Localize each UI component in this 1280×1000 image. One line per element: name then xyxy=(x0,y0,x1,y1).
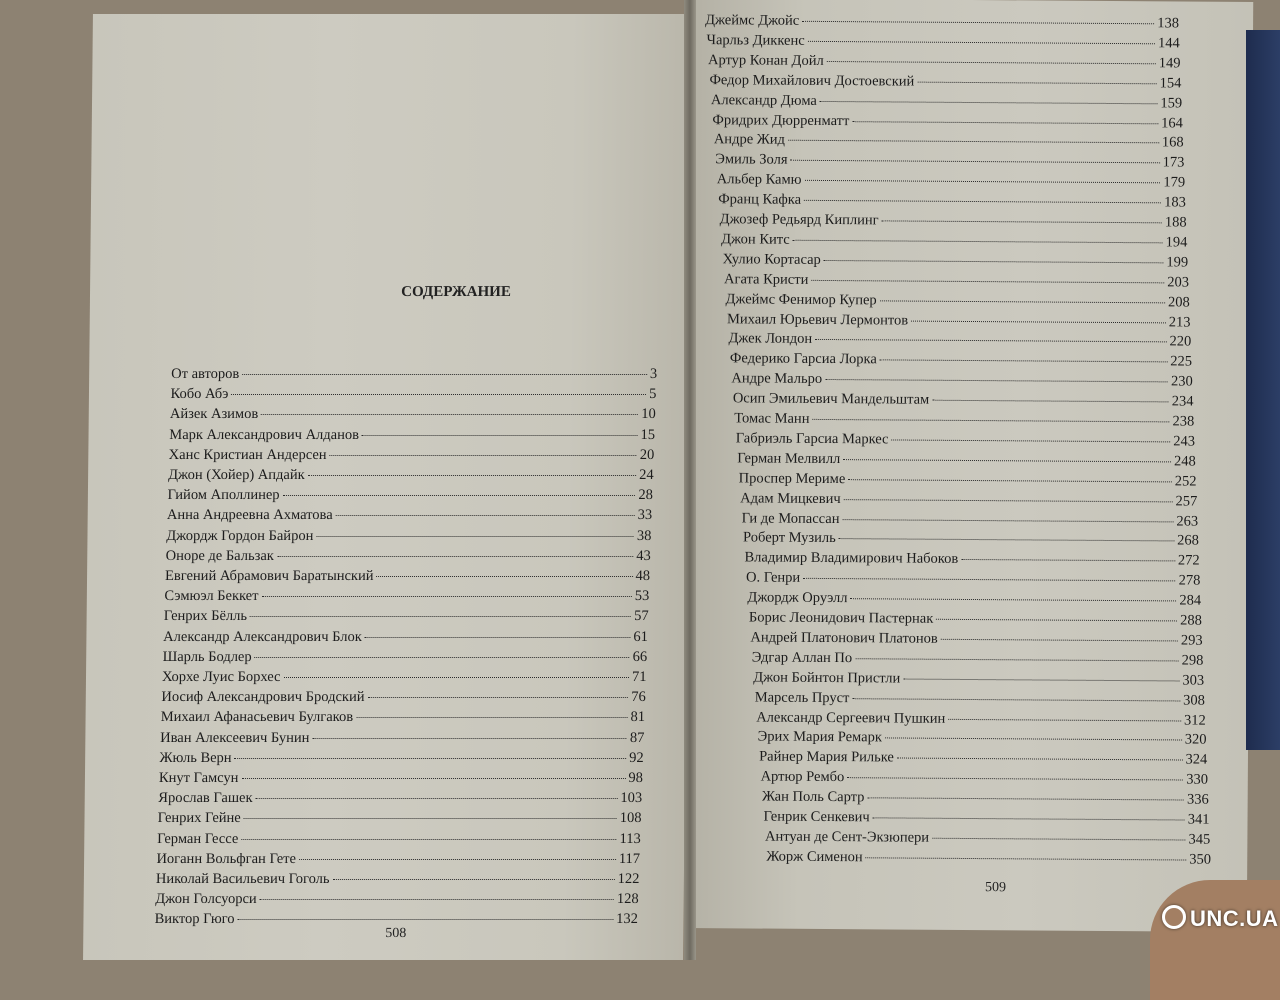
dot-leader xyxy=(791,160,1160,164)
dot-leader xyxy=(261,414,638,415)
toc-entry-name: Хорхе Луис Борхес xyxy=(161,669,281,685)
dot-leader xyxy=(330,455,637,456)
toc-entry xyxy=(747,590,1201,610)
toc-entry-name: Жюль Верн xyxy=(159,749,232,766)
toc-entry-page: 220 xyxy=(1169,333,1192,350)
toc-entry-page: 330 xyxy=(1186,771,1209,788)
toc-entry-name: Александр Сергеевич Пушкин xyxy=(756,709,946,727)
toc-entry-name: Жан Поль Сартр xyxy=(762,788,865,806)
toc-entry-page: 128 xyxy=(616,891,639,908)
toc-entry-name: Виктор Гюго xyxy=(154,911,235,928)
toc-entry xyxy=(742,510,1199,530)
toc-entry xyxy=(749,609,1202,629)
toc-entry-page: 168 xyxy=(1161,134,1184,151)
dot-leader xyxy=(867,797,1184,800)
toc-entry xyxy=(169,447,655,464)
toc-entry-name: Александр Александрович Блок xyxy=(163,628,362,645)
toc-entry-name: Джеймс Джойс xyxy=(705,12,800,29)
toc-entry xyxy=(170,406,656,423)
toc-entry-page: 144 xyxy=(1158,35,1180,52)
dot-leader xyxy=(852,121,1158,124)
toc-entry-name: Ярослав Гашек xyxy=(158,790,253,807)
dot-leader xyxy=(892,439,1171,442)
dot-leader xyxy=(827,61,1156,64)
dot-leader xyxy=(885,738,1182,741)
toc-entry xyxy=(746,570,1200,590)
toc-entry xyxy=(158,790,642,807)
toc-entry xyxy=(720,211,1187,231)
toc-entry-page: 10 xyxy=(641,406,656,423)
toc-entry-page: 61 xyxy=(633,628,649,645)
dot-leader xyxy=(336,515,635,516)
toc-entry-name: Артюр Рембо xyxy=(760,768,845,786)
toc-entry-page: 208 xyxy=(1167,293,1190,311)
dot-leader xyxy=(316,536,634,537)
dot-leader xyxy=(308,475,636,476)
toc-entry-page: 199 xyxy=(1166,254,1189,271)
toc-entry xyxy=(759,749,1207,769)
toc-entry xyxy=(166,548,651,565)
toc-entry xyxy=(163,649,648,666)
toc-entry-page: 298 xyxy=(1181,652,1204,669)
dot-leader xyxy=(362,435,638,436)
dot-leader xyxy=(333,879,615,880)
toc-entry-name: Оноре де Бальзак xyxy=(165,547,274,564)
toc-entry-name: Герман Гессе xyxy=(157,830,239,847)
toc-entry-page: 257 xyxy=(1175,493,1198,510)
page-number-right: 509 xyxy=(984,880,1007,896)
toc-entry-name: Марсель Пруст xyxy=(754,689,850,706)
toc-entry-page: 33 xyxy=(637,507,653,524)
toc-entry-page: 263 xyxy=(1176,512,1199,530)
toc-entry xyxy=(164,588,649,605)
dot-leader xyxy=(256,798,618,799)
toc-entry-page: 92 xyxy=(629,749,644,766)
toc-entry-name: Джордж Гордон Байрон xyxy=(166,527,314,544)
toc-entry-page: 48 xyxy=(635,568,651,584)
toc-entry xyxy=(708,52,1181,72)
toc-entry xyxy=(728,331,1191,351)
dot-leader xyxy=(825,379,1168,382)
toc-entry xyxy=(159,750,643,767)
dot-leader xyxy=(848,479,1172,482)
dot-leader xyxy=(847,777,1183,780)
toc-entry-page: 308 xyxy=(1183,692,1205,709)
dot-leader xyxy=(802,21,1154,24)
toc-entry-page: 278 xyxy=(1178,572,1201,589)
toc-entry xyxy=(744,550,1199,570)
dot-leader xyxy=(811,280,1164,283)
toc-entry xyxy=(163,629,648,646)
toc-entry-name: Ханс Кристиан Андерсен xyxy=(168,446,327,463)
dot-leader xyxy=(255,657,630,658)
dot-leader xyxy=(260,899,614,900)
toc-entry-page: 248 xyxy=(1174,453,1196,470)
toc-entry-name: Анна Андреевна Ахматова xyxy=(166,507,333,524)
toc-entry-page: 336 xyxy=(1186,791,1209,808)
toc-entry-name: Айзек Азимов xyxy=(169,406,259,423)
toc-entry-page: 71 xyxy=(631,669,647,685)
toc-entry xyxy=(166,528,651,545)
dot-leader xyxy=(961,559,1175,561)
toc-entry-page: 159 xyxy=(1160,94,1183,112)
dot-leader xyxy=(368,697,629,698)
toc-entry xyxy=(758,729,1207,749)
toc-entry-page: 179 xyxy=(1163,174,1186,191)
dot-leader xyxy=(793,240,1163,244)
toc-entry xyxy=(731,371,1192,391)
toc-entry-name: Кнут Гамсун xyxy=(158,770,239,786)
toc-entry-name: Иоганн Вольфган Гете xyxy=(156,850,297,867)
toc-entry xyxy=(750,629,1202,649)
toc-entry xyxy=(755,689,1205,709)
hand-thumb xyxy=(1150,880,1280,1000)
toc-entry-page: 138 xyxy=(1157,15,1180,32)
dot-leader xyxy=(804,200,1161,203)
toc-entry xyxy=(158,810,642,827)
toc-entry-name: Райнер Мария Рильке xyxy=(759,748,894,766)
toc-entry xyxy=(740,490,1197,510)
dot-leader xyxy=(824,260,1164,263)
watermark-logo xyxy=(1162,905,1279,932)
toc-entry-page: 350 xyxy=(1189,851,1212,868)
dot-leader xyxy=(852,698,1180,701)
toc-entry-page: 24 xyxy=(639,467,654,483)
dot-leader xyxy=(377,576,633,577)
dot-leader xyxy=(241,778,625,779)
toc-entry-page: 38 xyxy=(636,527,652,544)
dot-leader xyxy=(880,300,1165,303)
toc-entry xyxy=(171,366,657,383)
toc-entry-page: 76 xyxy=(631,689,646,706)
left-page xyxy=(83,14,693,960)
toc-entry-page: 103 xyxy=(620,790,643,807)
toc-entry-name: Джон Голсуорси xyxy=(155,891,257,908)
toc-entry xyxy=(765,828,1210,848)
page-number-left: 508 xyxy=(385,926,407,941)
toc-entry xyxy=(711,92,1182,112)
toc-entry-page: 188 xyxy=(1164,214,1187,231)
toc-entry-name: Габриэль Гарсиа Маркес xyxy=(735,430,889,448)
toc-entry xyxy=(161,689,646,706)
toc-entry-name: Джон Китс xyxy=(721,231,790,248)
toc-entry-name: Кобо Абэ xyxy=(170,386,229,403)
toc-entry-page: 98 xyxy=(628,770,644,786)
toc-entry-name: Андре Мальро xyxy=(731,370,823,388)
toc-entry-page: 238 xyxy=(1172,413,1195,430)
toc-entry xyxy=(717,171,1185,191)
sun-icon xyxy=(1162,905,1186,929)
toc-entry-page: 15 xyxy=(640,426,656,443)
book-cover-edge xyxy=(1246,30,1280,750)
toc-entry-name: Проспер Мериме xyxy=(738,470,846,487)
toc-entry-page: 5 xyxy=(649,386,657,403)
toc-entry-name: Артур Конан Дойл xyxy=(707,51,824,69)
toc-entry xyxy=(743,530,1199,550)
toc-entry xyxy=(734,410,1194,430)
toc-entry-name: Александр Дюма xyxy=(710,91,817,109)
toc-entry xyxy=(715,152,1184,172)
toc-entry-name: Михаил Юрьевич Лермонтов xyxy=(726,310,909,329)
toc-entry-name: Федерико Гарсиа Лорка xyxy=(729,350,877,368)
dot-leader xyxy=(244,818,617,819)
toc-entry-page: 345 xyxy=(1188,831,1211,848)
toc-entry-name: Сэмюэл Беккет xyxy=(164,588,259,605)
right-page xyxy=(687,0,1253,932)
toc-entry-page: 288 xyxy=(1180,612,1202,629)
toc-entry-name: Эмиль Золя xyxy=(715,151,788,169)
toc-entry-page: 57 xyxy=(634,608,649,625)
dot-leader xyxy=(235,758,627,759)
toc-entry xyxy=(162,669,647,686)
toc-entry-name: Федор Михайлович Достоевский xyxy=(709,71,915,90)
dot-leader xyxy=(842,519,1173,522)
dot-leader xyxy=(805,180,1161,183)
dot-leader xyxy=(812,419,1169,422)
toc-entry-page: 173 xyxy=(1162,154,1185,171)
toc-entry xyxy=(164,608,649,625)
toc-entry xyxy=(705,12,1179,32)
toc-entry xyxy=(721,231,1187,251)
toc-entry-name: Адам Мицкевич xyxy=(740,489,841,507)
toc-entry xyxy=(730,351,1192,371)
toc-entry-page: 268 xyxy=(1177,532,1199,549)
toc-entry xyxy=(752,649,1204,669)
toc-entry-name: Фридрих Дюрренматт xyxy=(712,111,850,129)
toc-entry-name: Джон Бойнтон Пристли xyxy=(753,669,901,687)
toc-entry xyxy=(709,72,1181,92)
toc-entry xyxy=(170,386,656,403)
toc-entry-name: Иосиф Александрович Бродский xyxy=(161,689,365,706)
toc-entry-page: 117 xyxy=(618,850,641,867)
toc-list-right xyxy=(687,0,1253,932)
toc-entry-name: Эрих Мария Ремарк xyxy=(757,728,882,746)
toc-entry-name: Генрих Бёлль xyxy=(163,608,248,625)
dot-leader xyxy=(820,101,1157,104)
toc-entry-name: Альбер Камю xyxy=(716,171,802,189)
toc-entry-name: Джек Лондон xyxy=(728,330,813,348)
toc-entry-page: 213 xyxy=(1168,313,1191,331)
toc-entry-name: Андрей Платонович Платонов xyxy=(750,629,938,647)
toc-entry-name: Агата Кристи xyxy=(724,270,809,288)
toc-entry-page: 81 xyxy=(630,709,646,726)
toc-entry-page: 303 xyxy=(1182,672,1205,689)
toc-entry-name: Франц Кафка xyxy=(718,191,802,208)
dot-leader xyxy=(283,495,636,496)
toc-entry-page: 324 xyxy=(1185,751,1208,768)
toc-entry-name: Генрик Сенкевич xyxy=(763,808,870,826)
dot-leader xyxy=(932,400,1169,403)
toc-entry-page: 113 xyxy=(619,830,641,847)
dot-leader xyxy=(250,616,631,617)
dot-leader xyxy=(241,839,616,840)
toc-entry-page: 154 xyxy=(1159,75,1182,92)
toc-entry-name: Марк Александрович Алданов xyxy=(169,426,360,443)
toc-entry-page: 341 xyxy=(1187,811,1210,828)
dot-leader xyxy=(839,538,1174,541)
toc-entry xyxy=(753,669,1204,689)
dot-leader xyxy=(238,919,614,920)
toc-entry xyxy=(168,467,654,484)
toc-entry-name: Владимир Владимирович Набоков xyxy=(744,549,959,568)
toc-entry-name: Хулио Кортасар xyxy=(722,251,821,268)
toc-entry xyxy=(763,809,1209,829)
dot-leader xyxy=(936,619,1177,622)
toc-entry-page: 320 xyxy=(1184,731,1207,749)
dot-leader xyxy=(843,459,1171,462)
toc-entry-name: Антуан де Сент-Экзюпери xyxy=(764,828,930,846)
toc-entry xyxy=(167,507,652,524)
toc-entry xyxy=(724,271,1189,291)
dot-leader xyxy=(903,678,1179,681)
toc-entry xyxy=(156,851,640,868)
dot-leader xyxy=(880,360,1167,363)
toc-entry-name: Герман Мелвилл xyxy=(737,450,841,467)
toc-entry-name: Михаил Афанасьевич Булгаков xyxy=(160,709,354,726)
toc-entry-page: 225 xyxy=(1170,353,1193,370)
toc-entry-name: Гийом Аполлинер xyxy=(167,487,280,504)
dot-leader xyxy=(803,578,1175,582)
toc-entry xyxy=(766,848,1211,868)
toc-entry xyxy=(712,112,1183,132)
toc-entry xyxy=(161,709,645,726)
toc-entry xyxy=(714,132,1184,152)
dot-leader xyxy=(917,81,1156,84)
toc-entry xyxy=(160,730,644,747)
toc-entry-name: Борис Леонидович Пастернак xyxy=(748,609,934,627)
toc-entry-page: 66 xyxy=(632,648,648,665)
toc-entry xyxy=(739,470,1197,490)
toc-entry-name: Чарльз Диккенс xyxy=(706,32,805,49)
book-spine xyxy=(684,0,696,960)
toc-entry-name: Роберт Музиль xyxy=(743,529,836,547)
dot-leader xyxy=(873,817,1185,820)
dot-leader xyxy=(882,220,1162,223)
toc-entry-name: Николай Васильевич Гоголь xyxy=(155,871,330,887)
toc-entry xyxy=(761,769,1208,789)
toc-entry-page: 293 xyxy=(1180,632,1203,649)
dot-leader xyxy=(866,857,1187,860)
toc-entry-page: 108 xyxy=(619,810,642,827)
dot-leader xyxy=(283,677,629,678)
toc-entry xyxy=(156,871,640,888)
toc-entry xyxy=(155,891,639,908)
toc-entry xyxy=(718,191,1186,211)
toc-entry xyxy=(733,390,1194,410)
toc-entry-page: 28 xyxy=(638,487,653,504)
dot-leader xyxy=(855,658,1178,661)
toc-entry xyxy=(165,568,650,585)
toc-entry-page: 252 xyxy=(1174,473,1197,490)
toc-entry-name: Андре Жид xyxy=(713,131,785,149)
toc-entry-name: Эдгар Аллан По xyxy=(751,649,853,666)
toc-entry-name: Джон (Хойер) Апдайк xyxy=(168,467,305,483)
dot-leader xyxy=(948,718,1181,721)
toc-entry xyxy=(169,427,655,444)
dot-leader xyxy=(261,596,631,597)
toc-entry xyxy=(159,770,643,787)
dot-leader xyxy=(815,339,1166,342)
toc-entry-page: 164 xyxy=(1161,114,1183,131)
toc-entry-name: Томас Манн xyxy=(734,410,810,427)
toc-entry-page: 3 xyxy=(649,366,658,382)
dot-leader xyxy=(231,394,646,395)
toc-entry-page: 203 xyxy=(1167,274,1190,291)
watermark-text: UNC.UA xyxy=(1190,906,1279,931)
toc-entry-name: О. Генри xyxy=(745,569,801,587)
toc-entry-name: От авторов xyxy=(171,366,240,382)
toc-entry xyxy=(756,709,1206,729)
dot-leader xyxy=(277,556,633,557)
toc-list-left xyxy=(83,14,693,960)
toc-entry-name: Жорж Сименон xyxy=(766,848,863,866)
dot-leader xyxy=(897,758,1183,761)
toc-entry-page: 183 xyxy=(1164,194,1186,211)
toc-entry-page: 243 xyxy=(1173,433,1196,450)
toc-entry-name: Генрих Гейне xyxy=(157,810,241,827)
toc-entry-name: Шарль Бодлер xyxy=(162,648,252,665)
toc-entry-page: 43 xyxy=(636,547,651,564)
toc-entry xyxy=(725,291,1189,311)
toc-entry xyxy=(727,311,1191,331)
dot-leader xyxy=(242,374,647,375)
toc-entry xyxy=(706,32,1179,52)
toc-entry-page: 20 xyxy=(639,446,655,463)
dot-leader xyxy=(365,637,631,638)
toc-entry-page: 272 xyxy=(1177,552,1200,569)
dot-leader xyxy=(851,598,1177,601)
toc-entry-page: 234 xyxy=(1171,393,1194,410)
toc-entry-name: Евгений Абрамович Баратынский xyxy=(164,568,374,584)
toc-entry-name: Осип Эмильевич Мандельштам xyxy=(732,390,930,408)
toc-entry-name: Джозеф Редьярд Киплинг xyxy=(719,211,879,229)
toc-entry-page: 87 xyxy=(629,729,645,746)
toc-entry xyxy=(762,789,1209,809)
dot-leader xyxy=(911,320,1166,323)
toc-entry-page: 194 xyxy=(1165,234,1188,251)
toc-entry-page: 230 xyxy=(1170,373,1193,390)
dot-leader xyxy=(788,140,1159,144)
toc-entry xyxy=(736,430,1195,450)
dot-leader xyxy=(299,859,616,860)
toc-entry-name: Джеймс Фенимор Купер xyxy=(725,290,877,308)
dot-leader xyxy=(941,639,1178,642)
toc-entry-page: 312 xyxy=(1183,712,1206,729)
toc-entry-page: 132 xyxy=(616,911,639,928)
toc-entry-page: 53 xyxy=(634,588,650,605)
toc-entry-name: Иван Алексеевич Бунин xyxy=(160,729,310,746)
toc-entry-name: Ги де Мопассан xyxy=(741,509,840,527)
dot-leader xyxy=(312,738,626,739)
dot-leader xyxy=(844,499,1173,502)
page-title: СОДЕРЖАНИЕ xyxy=(401,284,511,300)
toc-entry-page: 284 xyxy=(1179,592,1202,609)
toc-entry-name: Джордж Оруэлл xyxy=(747,589,848,607)
toc-entry xyxy=(723,251,1189,271)
toc-entry xyxy=(167,487,653,504)
toc-entry-page: 122 xyxy=(617,871,640,887)
toc-entry xyxy=(737,450,1196,470)
toc-entry-page: 149 xyxy=(1158,55,1181,72)
toc-entry xyxy=(157,831,641,848)
dot-leader xyxy=(808,41,1155,44)
dot-leader xyxy=(356,717,627,718)
dot-leader xyxy=(932,838,1185,841)
